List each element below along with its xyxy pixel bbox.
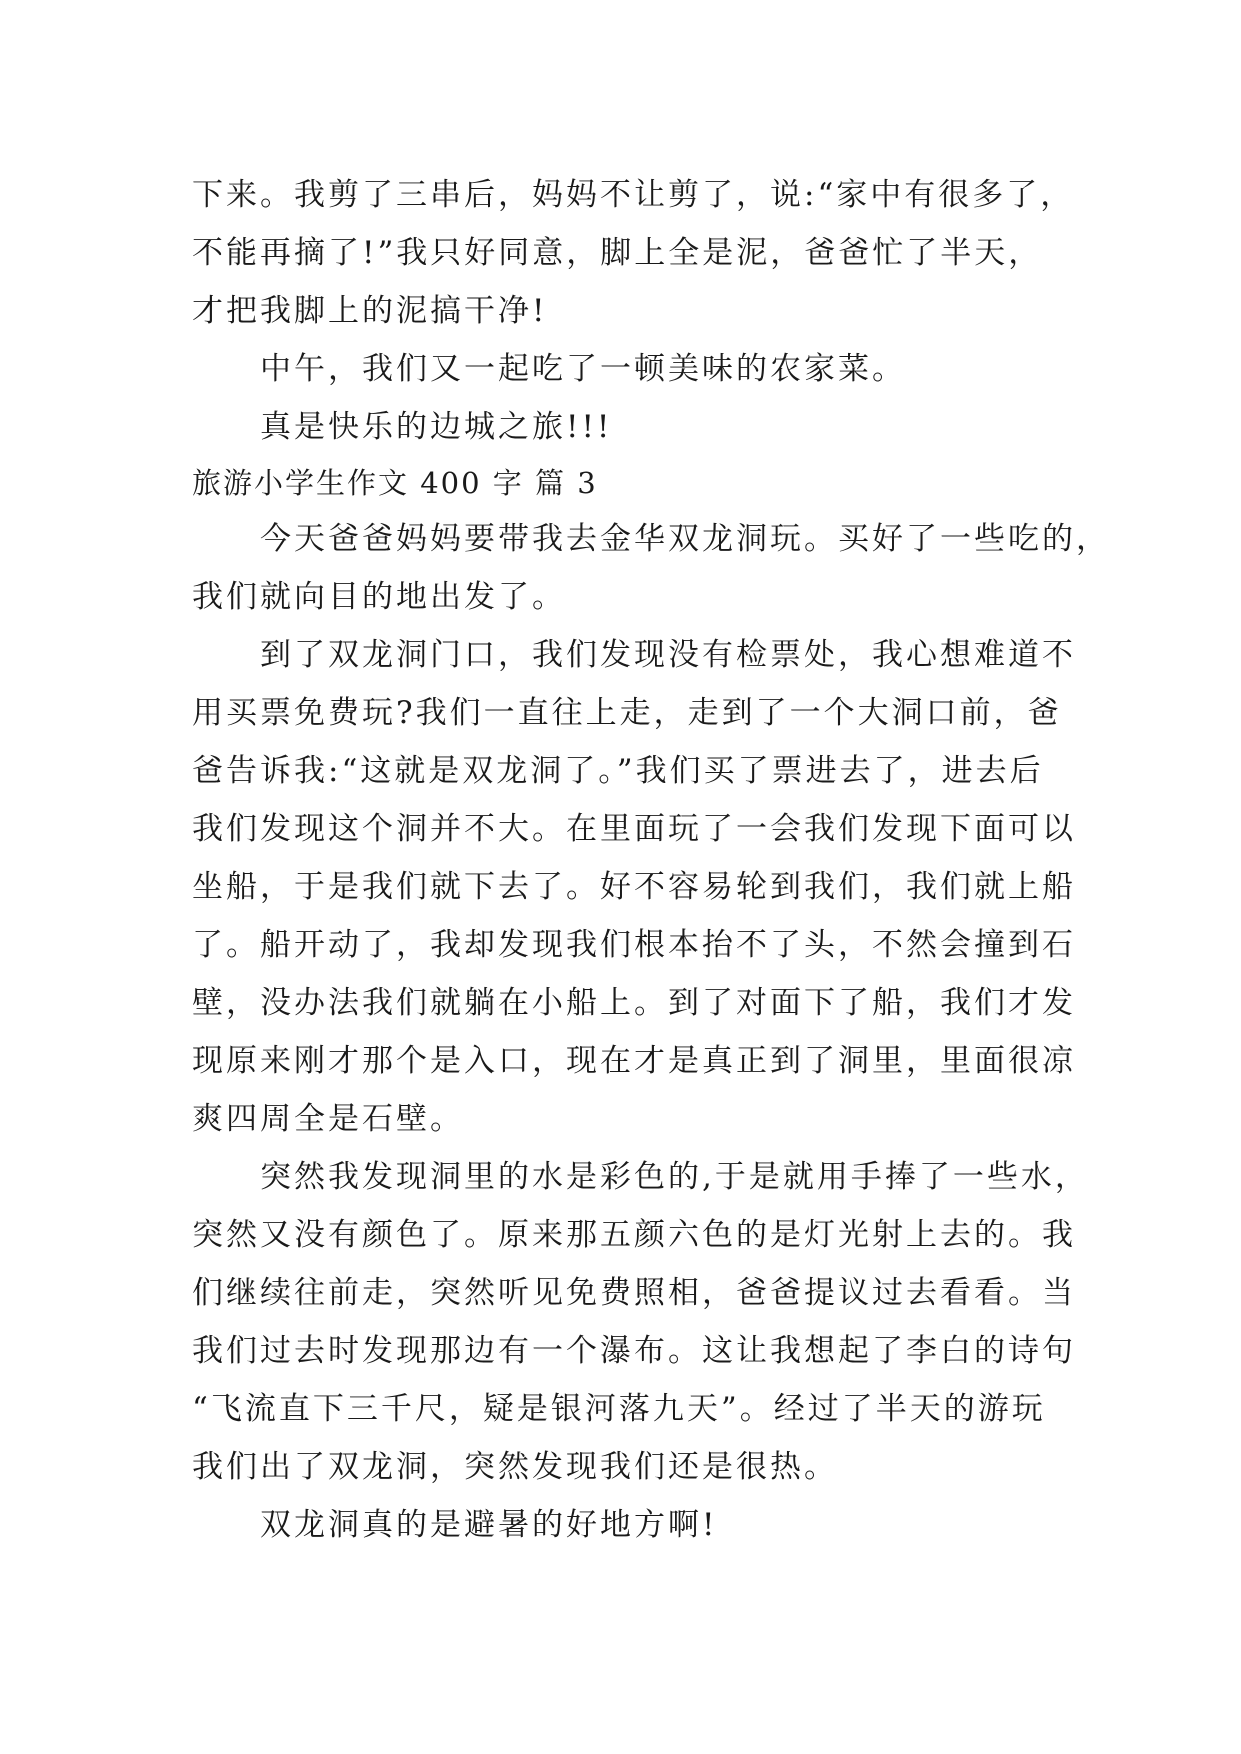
text-line: 突然又没有颜色了。原来那五颜六色的是灯光射上去的。我 <box>192 1217 1076 1253</box>
text-line: 双龙洞真的是避暑的好地方啊! <box>260 1507 718 1543</box>
text-line: 我们发现这个洞并不大。在里面玩了一会我们发现下面可以 <box>192 811 1076 847</box>
paragraph <box>192 1148 1089 1496</box>
text-line: 坐船，于是我们就下去了。好不容易轮到我们，我们就上船 <box>192 869 1076 905</box>
document-body <box>192 166 1110 1554</box>
text-line: 了。船开动了，我却发现我们根本抬不了头，不然会撞到石 <box>192 927 1076 963</box>
text-line: “飞流直下三千尺，疑是银河落九天”。经过了半天的游玩 <box>192 1391 1046 1427</box>
paragraph <box>192 398 1062 456</box>
text-line: 突然我发现洞里的水是彩色的,于是就用手捧了一些水， <box>260 1159 1089 1195</box>
paragraph <box>192 340 1062 398</box>
text-line: 真是快乐的边城之旅!!! <box>260 409 613 445</box>
text-line: 才把我脚上的泥搞干净! <box>192 293 548 329</box>
text-line: 爸告诉我:“这就是双龙洞了。”我们买了票进去了，进去后 <box>192 753 1044 789</box>
text-line: 们继续往前走，突然听见免费照相，爸爸提议过去看看。当 <box>192 1275 1076 1311</box>
text-line: 现原来刚才那个是入口，现在才是真正到了洞里，里面很凉 <box>192 1043 1076 1079</box>
text-line: 不能再摘了!”我只好同意，脚上全是泥，爸爸忙了半天， <box>192 235 1043 271</box>
text-line: 我们就向目的地出发了。 <box>192 579 566 615</box>
paragraph <box>192 510 1110 626</box>
text-line: 下来。我剪了三串后，妈妈不让剪了，说:“家中有很多了， <box>192 177 1075 213</box>
text-line: 我们出了双龙洞，突然发现我们还是很热。 <box>192 1449 838 1485</box>
section-heading: 旅游小学生作文 400 字 篇 3 <box>192 466 598 500</box>
paragraph <box>192 1496 1062 1554</box>
paragraph <box>192 166 1075 340</box>
text-line: 到了双龙洞门口，我们发现没有检票处，我心想难道不 <box>260 637 1076 673</box>
text-line: 中午，我们又一起吃了一顿美味的农家菜。 <box>260 351 906 387</box>
text-line: 爽四周全是石壁。 <box>192 1101 464 1137</box>
text-line: 我们过去时发现那边有一个瀑布。这让我想起了李白的诗句 <box>192 1333 1076 1369</box>
text-line: 壁，没办法我们就躺在小船上。到了对面下了船，我们才发 <box>192 985 1076 1021</box>
paragraph <box>192 626 1076 1148</box>
text-line: 今天爸爸妈妈要带我去金华双龙洞玩。买好了一些吃的， <box>260 521 1110 557</box>
text-line: 用买票免费玩?我们一直往上走，走到了一个大洞口前，爸 <box>192 695 1062 731</box>
